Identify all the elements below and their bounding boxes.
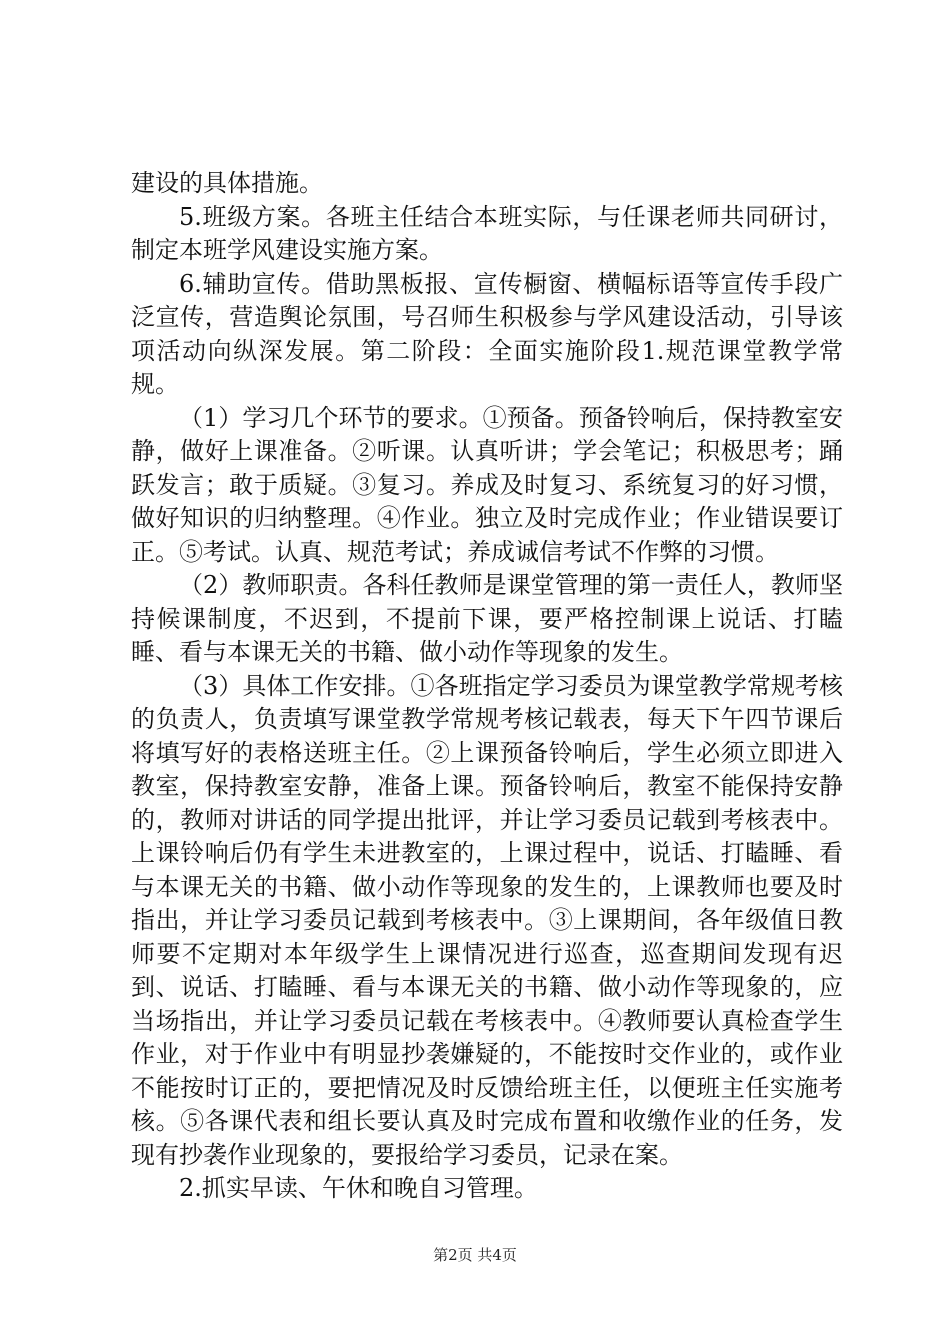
page-number-footer: 第2页 共4页 <box>433 1246 517 1264</box>
paragraph-publicity: 6.辅助宣传。借助黑板报、宣传橱窗、横幅标语等宣传手段广泛宣传，营造舆论氛围，号召师生积极参与学风建设活动，引导该项活动向纵深发展。第二阶段：全面实施阶段1.规范课堂教学常规。 <box>131 269 843 398</box>
paragraph-self-study-management: 2.抓实早读、午休和晚自习管理。 <box>179 1174 538 1202</box>
document-body <box>131 167 843 1206</box>
paragraph-teacher-duties: （2）教师职责。各科任教师是课堂管理的第一责任人，教师坚持候课制度，不迟到，不提前下课，要严格控制课上说话、打瞌睡、看与本课无关的书籍、做小动作等现象的发生。 <box>131 571 843 666</box>
paragraph-continuation: 建设的具体措施。 <box>131 169 323 197</box>
paragraph-work-arrangement: （3）具体工作安排。①各班指定学习委员为课堂教学常规考核的负责人，负责填写课堂教学常规考核记载表，每天下午四节课后将填写好的表格送班主任。②上课预备铃响后，学生必须立即进入教室，保持教室安静，准备上课。预备铃响后，教室不能保持安静的，教师对讲话的同学提出批评，并让学习委员记载到考核表中。上课铃响后仍有学生未进教室的，上课过程中，说话、打瞌睡、看与本课无关的书籍、做小动作等现象的发生的，上课教师也要及时指出，并让学习委员记载到考核表中。③上课期间，各年级值日教师要不定期对本年级学生上课情况进行巡查，巡查期间发现有迟到、说话、打瞌睡、看与本课无关的书籍、做小动作等现象的，应当场指出，并让学习委员记载在考核表中。④教师要认真检查学生作业，对于作业中有明显抄袭嫌疑的，不能按时交作业的，或作业不能按时订正的，要把情况及时反馈给班主任，以便班主任实施考核。⑤各课代表和组长要认真及时完成布置和收缴作业的任务，发现有抄袭作业现象的，要报给学习委员，记录在案。 <box>131 671 843 1169</box>
paragraph-class-plan: 5.班级方案。各班主任结合本班实际，与任课老师共同研讨，制定本班学风建设实施方案。 <box>131 202 843 264</box>
paragraph-learning-requirements: （1）学习几个环节的要求。①预备。预备铃响后，保持教室安静，做好上课准备。②听课。认真听讲；学会笔记；积极思考；踊跃发言；敢于质疑。③复习。养成及时复习、系统复习的好习惯，做好知识的归纳整理。④作业。独立及时完成作业；作业错误要订正。⑤考试。认真、规范考试；养成诚信考试不作弊的习惯。 <box>131 403 843 566</box>
